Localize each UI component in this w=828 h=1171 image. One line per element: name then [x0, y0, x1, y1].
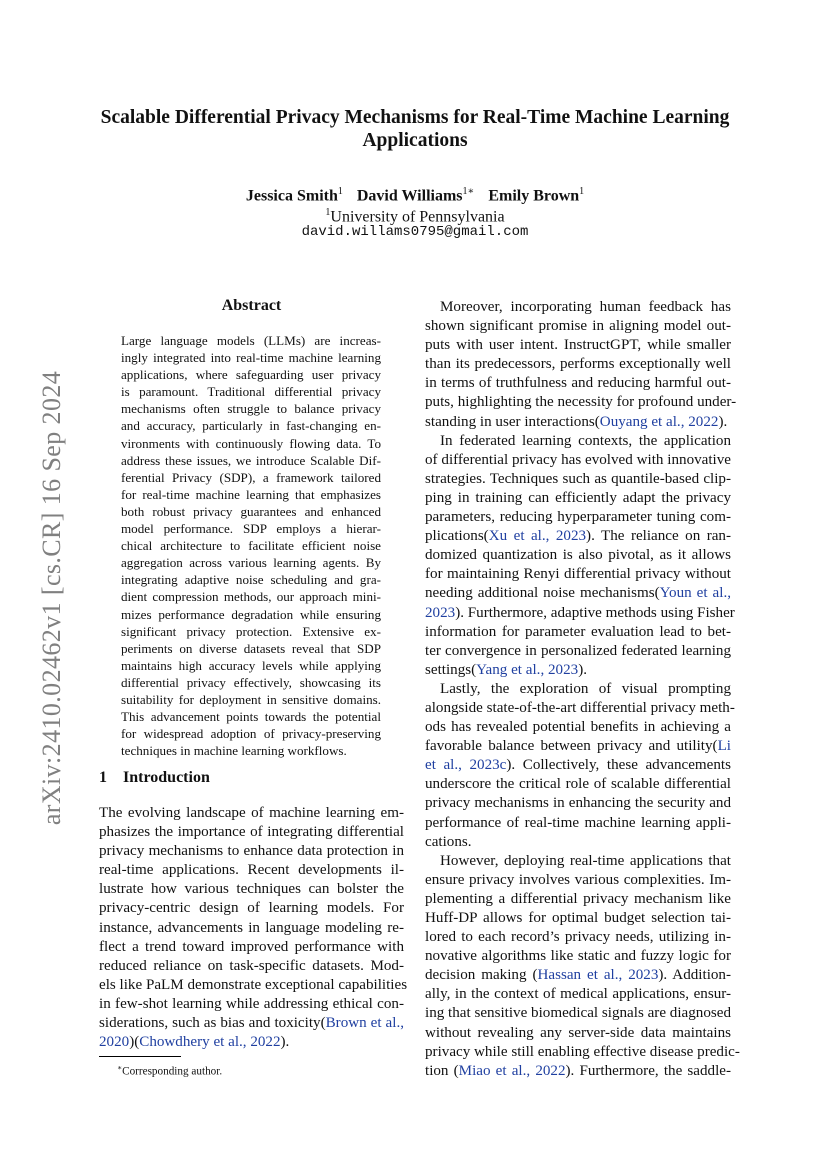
abstract-line: vironments with continuously flowing data. To — [121, 435, 381, 451]
section-title: Introduction — [123, 769, 210, 786]
abstract-line: Large language models (LLMs) are increas- — [121, 333, 381, 348]
paragraph — [425, 680, 735, 852]
abstract-line: mizes performance degradation while ensuring — [121, 606, 381, 622]
text-line: in few-shot learning while addressing ethical con- — [99, 995, 404, 1012]
text-line: tion (Miao et al., 2022). Furthermore, the saddle- — [425, 1062, 732, 1079]
text-line: ing that sensitive biomedical signals are diagnosed — [425, 1005, 731, 1022]
text-line: information for parameter evaluation lead to bet- — [425, 623, 731, 640]
text-line: parameters, reducing hyperparameter tuning com- — [425, 509, 731, 526]
intro-right-column — [425, 298, 740, 1081]
text-line: ter convergence in personalized federated learning — [425, 642, 731, 659]
text-line: cations. — [425, 833, 472, 850]
text-line: underscore the critical role of scalable differential — [425, 776, 731, 793]
section-heading — [99, 769, 210, 787]
abstract-line: chical architecture to facilitate efficient noise — [121, 538, 381, 554]
text-line: privacy mechanisms in enhancing the security and — [425, 795, 731, 812]
abstract-line: ferential Privacy (SDP), a framework tailored — [121, 469, 381, 485]
text-line: plications(Xu et al., 2023). The reliance on ran- — [425, 528, 731, 545]
text-line: lored to each record’s privacy needs, utilizing in- — [425, 929, 731, 946]
text-line: reduced reliance on task-specific datasets. Mod- — [99, 957, 404, 974]
author-mark: 1 — [579, 186, 585, 197]
text-line: lustrate how various techniques can bolster the — [99, 881, 404, 898]
text-line: shown significant promise in aligning model out- — [425, 318, 731, 335]
abstract-line: model performance. SDP employs a hierar- — [121, 521, 381, 537]
text-line: needing additional noise mechanisms(Youn et al., — [425, 585, 731, 602]
text-line: ods has revealed potential benefits in achieving a — [425, 719, 731, 736]
paragraph — [425, 852, 740, 1081]
text-line: favorable balance between privacy and utility(Li — [425, 738, 731, 755]
footnote — [117, 1061, 222, 1079]
citation-link[interactable]: Ouyang et al., 2022 — [599, 413, 719, 430]
author-mark: 1 — [337, 186, 343, 197]
abstract-body — [121, 332, 381, 759]
abstract-line: dient compression methods, our approach mini- — [121, 589, 381, 605]
text-line: els like PaLM demonstrate exceptional capabilities — [99, 976, 408, 993]
text-line: settings(Yang et al., 2023). — [425, 661, 587, 678]
abstract-line: significant privacy protection. Extensive ex- — [121, 623, 381, 639]
abstract-line: mechanisms often struggle to balance privacy — [121, 401, 381, 417]
abstract-line: integrating adaptive noise scheduling and gra- — [121, 572, 381, 588]
abstract-line: differential privacy effectively, showcasing its — [121, 674, 381, 690]
text-line: strategies. Techniques such as quantile-based clip- — [425, 470, 731, 487]
arxiv-id: arXiv:2410.02462v1 [cs.CR] 16 Sep 2024 — [37, 370, 66, 826]
text-line: et al., 2023c). Collectively, these advancements — [425, 757, 731, 774]
text-line: phasizes the importance of integrating differential — [99, 824, 404, 841]
paragraph — [425, 298, 737, 432]
abstract-line: and accuracy, particularly in fast-changing en- — [121, 418, 381, 434]
text-line: privacy mechanisms to enhance data protection in — [99, 843, 404, 860]
abstract-line: applications, where safeguarding user privacy — [121, 367, 381, 383]
abstract-line: aggregation across various learning agents. By — [121, 555, 381, 571]
text-line: flect a trend toward improved performance with — [99, 938, 404, 955]
author-name: Emily Brown — [488, 187, 580, 205]
citation-link[interactable]: Brown et al., — [325, 1015, 404, 1032]
text-line: In federated learning contexts, the application — [440, 432, 731, 449]
text-line: ensure privacy involves various complexities. Im- — [425, 871, 731, 888]
abstract-line: maintains high accuracy levels while applying — [121, 657, 381, 673]
citation-link[interactable]: Xu et al., 2023 — [488, 528, 587, 545]
affiliation-name: University of Pennsylvania — [330, 208, 505, 226]
text-line: 2023). Furthermore, adaptive methods using Fisher — [425, 604, 735, 621]
abstract-line: for real-time machine learning that emphasizes — [121, 486, 381, 502]
text-line: Huff-DP allows for optimal budget selection tai- — [425, 910, 731, 926]
citation-link[interactable]: Miao et al., 2022 — [458, 1062, 566, 1079]
citation-link[interactable]: Li — [717, 738, 731, 755]
paragraph — [425, 432, 735, 680]
text-line: Moreover, incorporating human feedback has — [440, 299, 731, 315]
text-line: decision making (Hassan et al., 2023). Addition- — [425, 967, 732, 984]
title-line-2: Applications — [362, 130, 468, 151]
citation-link[interactable]: Hassan et al., 2023 — [537, 967, 659, 984]
text-line: puts with user intent. InstructGPT, while smaller — [425, 337, 731, 354]
abstract-line: suitability for deployment in sensitive domains. — [121, 691, 381, 707]
text-line: puts, highlighting the necessity for profound under- — [425, 394, 737, 411]
text-line: standing in user interactions(Ouyang et al., 2022). — [425, 413, 728, 430]
text-line: in terms of truthfulness and reducing harmful out- — [425, 375, 731, 392]
citation-link[interactable]: Yang et al., 2023 — [476, 661, 579, 678]
text-line: than its predecessors, performs exceptionally well — [425, 356, 731, 373]
text-line: However, deploying real-time applications that — [440, 852, 731, 869]
text-line: Lastly, the exploration of visual prompting — [440, 680, 731, 697]
text-line: novative algorithms like static and fuzzy logic for — [425, 948, 731, 965]
title-line-1: Scalable Differential Privacy Mechanisms for Real-Time Machine Learning — [100, 107, 730, 128]
abstract-line: is paramount. Traditional differential privacy — [121, 384, 381, 400]
abstract-line: techniques in machine learning workflows. — [121, 743, 347, 759]
footnote-rule — [99, 1056, 181, 1057]
text-line: privacy while still enabling effective disease predic- — [425, 1043, 740, 1060]
author-name: David Williams — [356, 187, 463, 205]
text-line: without revealing any server-side data maintains — [425, 1024, 731, 1041]
text-line: real-time applications. Recent developments il- — [99, 862, 404, 879]
text-line: 2020)(Chowdhery et al., 2022). — [99, 1034, 290, 1051]
citation-link[interactable]: Youn et al., — [659, 585, 731, 602]
text-line: of differential privacy has evolved with innovative — [425, 451, 731, 468]
abstract-line: periments on diverse datasets reveal that SDP — [121, 640, 381, 656]
footnote-text: Corresponding author. — [122, 1065, 223, 1078]
text-line: ally, in the context of medical applications, ensur- — [425, 986, 731, 1003]
text-line: siderations, such as bias and toxicity(Brown et al., — [99, 1015, 404, 1032]
author-mark: 1∗ — [462, 186, 475, 197]
text-line: The evolving landscape of machine learning em- — [99, 805, 404, 821]
abstract-heading: Abstract — [221, 297, 282, 314]
text-line: domized quantization is also pivotal, as it allows — [425, 547, 731, 564]
text-line: performance of real-time machine learning appli- — [425, 814, 731, 831]
citation-link[interactable]: 2023 — [425, 604, 456, 621]
citation-link[interactable]: 2020 — [99, 1034, 130, 1051]
citation-link[interactable]: Chowdhery et al., 2022 — [139, 1034, 281, 1051]
section-number: 1 — [99, 769, 107, 786]
text-line: for maintaining Renyi differential privacy without — [425, 566, 731, 583]
contact-email: david.willams0795@gmail.com — [301, 224, 529, 240]
text-line: privacy-centric design of learning models. For — [99, 900, 404, 917]
abstract-line: This advancement points towards the potential — [121, 709, 381, 725]
text-line: instance, advancements in language modeling re- — [99, 919, 404, 936]
author-name: Jessica Smith — [245, 187, 338, 205]
citation-link[interactable]: et al., 2023c — [425, 757, 507, 774]
intro-left-column — [99, 804, 408, 1052]
abstract-line: for widespread adoption of privacy-preserving — [121, 726, 381, 742]
text-line: alongside state-of-the-art differential privacy meth- — [425, 699, 735, 716]
affiliation-mark: 1 — [325, 207, 331, 218]
abstract-line: address these issues, we introduce Scalable Dif- — [121, 452, 381, 468]
abstract-line: ingly integrated into real-time machine learning — [121, 350, 381, 366]
text-line: plementing a differential privacy mechanism like — [425, 890, 731, 907]
footnote-mark: ∗ — [117, 1063, 123, 1072]
text-line: ping in training can efficiently adapt the privacy — [425, 489, 731, 506]
paper-title — [90, 106, 740, 152]
abstract-line: both robust privacy guarantees and enhanced — [121, 503, 381, 519]
